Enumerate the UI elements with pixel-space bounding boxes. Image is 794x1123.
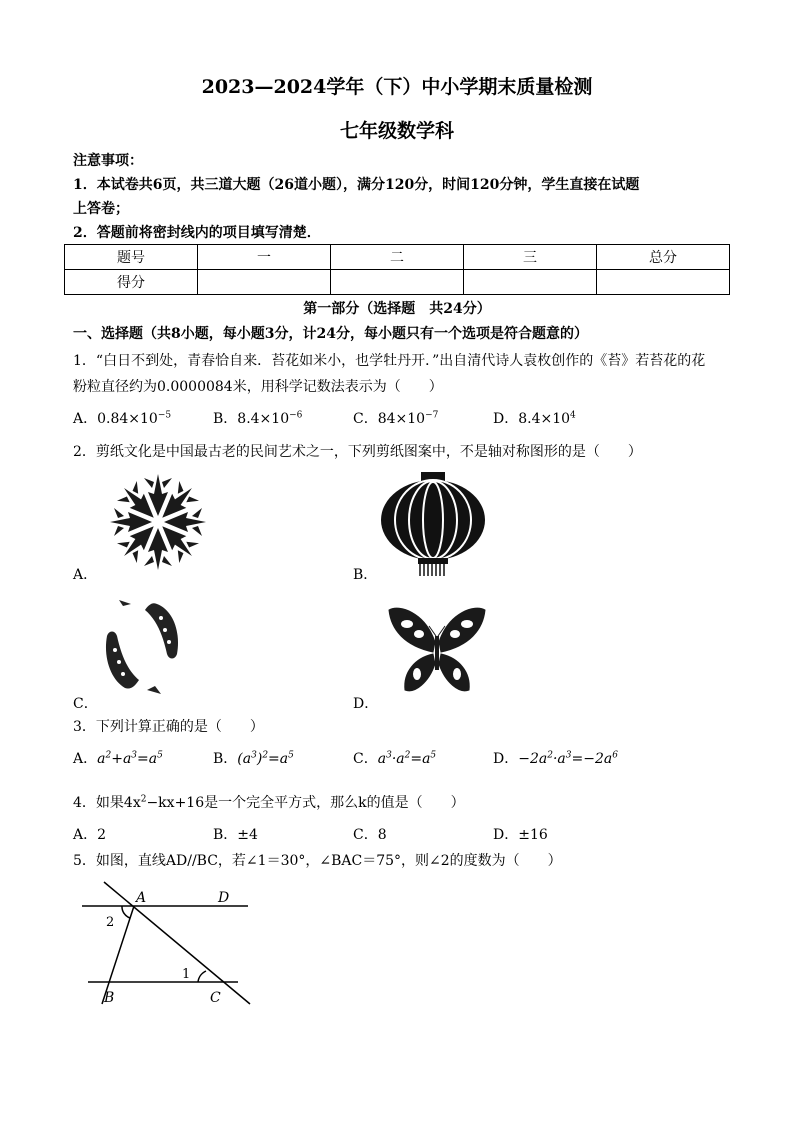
q4-option-c[interactable]: C．8	[353, 827, 387, 843]
q4-option-a[interactable]: A．2	[73, 827, 107, 843]
score-cell-total: 总分	[597, 245, 730, 270]
score-input-3[interactable]	[464, 270, 597, 295]
q3-option-b[interactable]: B．$(a^3)^2=a^5$	[213, 750, 294, 767]
q2-option-a-label[interactable]: A．	[73, 567, 98, 583]
q1-option-b[interactable]: B．$8.4\times 10^{-6}$	[213, 410, 303, 427]
papercut-lantern-icon	[378, 470, 488, 580]
notice-item-1-cont: 上答卷；	[73, 201, 129, 217]
q5-text: 5．如图，直线AD//BC，若∠1＝30°，∠BAC＝75°，则∠2的度数为（ ）	[73, 853, 562, 869]
score-input-total[interactable]	[597, 270, 730, 295]
q1-option-a[interactable]: A．$0.84\times 10^{-5}$	[73, 410, 172, 427]
q1-option-d[interactable]: D．$8.4\times 10^4$	[493, 410, 576, 427]
papercut-flower-icon	[98, 470, 218, 574]
notice-item-2: 2．答题前将密封线内的项目填写清楚．	[73, 225, 321, 241]
q2-text: 2．剪纸文化是中国最古老的民间艺术之一，下列剪纸图案中，不是轴对称图形的是（ ）	[73, 444, 642, 460]
q2-option-c-label[interactable]: C．	[73, 696, 98, 712]
exam-subtitle: 七年级数学科	[339, 120, 454, 142]
q3-option-b-expr: $(a^3)^2=a^5$	[237, 750, 294, 767]
q2-option-d-label[interactable]: D．	[353, 696, 379, 712]
score-value-row	[65, 270, 730, 295]
point-c-label: C	[210, 990, 221, 1006]
q4-option-b[interactable]: B．±4	[213, 827, 258, 843]
q1-text-line1: 1．“白日不到处，青春恰自来．苔花如米小，也学牡丹开．”出自清代诗人袁枚创作的《苔》若苔花的花	[73, 353, 706, 369]
q3-text: 3．下列计算正确的是（ ）	[73, 719, 264, 735]
score-table	[64, 244, 730, 295]
point-a-label: A	[136, 890, 147, 906]
point-b-label: B	[104, 990, 115, 1006]
q1-option-c[interactable]: C．$84\times 10^{-7}$	[353, 410, 439, 427]
q2-option-b-label[interactable]: B．	[353, 567, 378, 583]
notice-item-1: 1．本试卷共6页，共三道大题（26道小题），满分120分，时间120分钟，学生直接在试题	[73, 177, 640, 193]
score-cell-3: 三	[464, 245, 597, 270]
part1-title: 第一部分（选择题 共24分）	[303, 301, 491, 317]
q4-text: 4．如果$4x^2-kx+16$是一个完全平方式，那么k的值是（ ）	[73, 794, 465, 811]
angle-2-arc	[122, 906, 130, 918]
q3-option-c[interactable]: C．$a^3\cdot a^2=a^5$	[353, 750, 437, 767]
notice-heading: 注意事项：	[73, 153, 143, 169]
angle-1-label: 1	[182, 967, 191, 982]
angle-1-arc	[198, 971, 206, 982]
q3-option-d-expr: $-2a^2\cdot a^3=-2a^6$	[518, 750, 618, 767]
section1-heading: 一、选择题（共8小题，每小题3分，计24分，每小题只有一个选项是符合题意的）	[73, 326, 588, 342]
q1-text-line2: 粉粒直径约为0.0000084米，用科学记数法表示为（ ）	[73, 379, 443, 395]
score-cell-1: 一	[198, 245, 331, 270]
q4-option-d[interactable]: D．±16	[493, 827, 548, 843]
exam-title: 2023—2024学年（下）中小学期末质量检测	[201, 76, 593, 98]
score-row-label: 得分	[65, 270, 198, 295]
point-d-label: D	[218, 890, 230, 906]
score-input-1[interactable]	[198, 270, 331, 295]
q5-geometry-figure	[78, 878, 258, 1008]
score-cell-2: 二	[331, 245, 464, 270]
q3-option-a[interactable]: A．$a^2+a^3=a^5$	[73, 750, 163, 767]
q3-option-a-expr: $a^2+a^3=a^5$	[97, 750, 163, 767]
score-input-2[interactable]	[331, 270, 464, 295]
q3-option-d[interactable]: D．$-2a^2\cdot a^3=-2a^6$	[493, 750, 618, 767]
q3-option-c-expr: $a^3\cdot a^2=a^5$	[377, 750, 437, 767]
score-cell-label: 题号	[65, 245, 198, 270]
papercut-butterfly-icon	[385, 602, 489, 698]
angle-2-label: 2	[106, 915, 115, 930]
score-header-row	[65, 245, 730, 270]
papercut-koi-fish-icon	[95, 596, 190, 696]
